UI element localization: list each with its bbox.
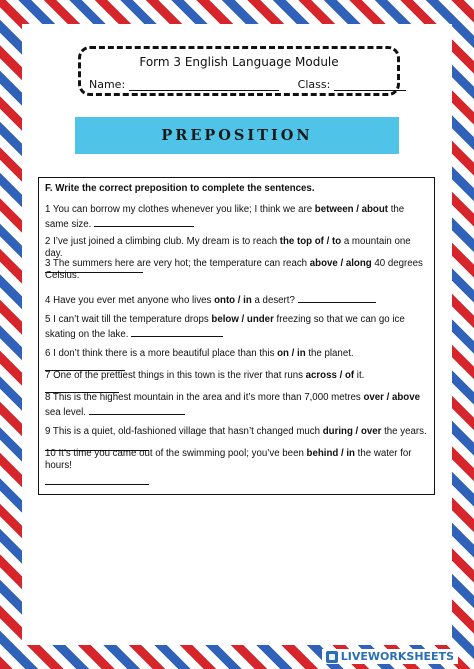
question-1: 1 You can borrow my clothes whenever you like; I think we are between / about the same size. bbox=[45, 204, 405, 230]
question-2: 2 I’ve just joined a climbing club. My dream is to reach the top of / to a mountain one day. bbox=[45, 236, 427, 277]
question-10: 10 It’s time you came out of the swimming pool; you’ve been behind / in the water for hours! bbox=[45, 448, 427, 489]
instruction: F. Write the correct preposition to complete the sentences. bbox=[45, 183, 315, 194]
liveworksheets-logo bbox=[322, 649, 458, 664]
banner-title: PREPOSITION bbox=[161, 127, 313, 144]
question-7: 7 One of the prettiest things in this town is the river that runs across / of it. bbox=[45, 370, 427, 397]
liveworksheets-icon bbox=[326, 651, 338, 663]
question-5: 5 I can’t wait till the temperature drops below / under freezing so that we can go ice skating on the lake. bbox=[45, 314, 405, 340]
question-3: 3 The summers here are very hot; the temperature can reach above / along 40 degrees Celsius. bbox=[45, 258, 423, 281]
name-field[interactable] bbox=[129, 78, 279, 91]
watermark-text: LIVEWORKSHEETS bbox=[340, 650, 454, 663]
answer-blank[interactable] bbox=[89, 404, 185, 415]
title-banner bbox=[75, 117, 399, 154]
answer-blank[interactable] bbox=[94, 216, 194, 227]
exercise-box bbox=[38, 177, 435, 495]
module-title: Form 3 English Language Module bbox=[139, 55, 339, 69]
question-9: 9 This is a quiet, old-fashioned village that hasn’t changed much during / over the years. bbox=[45, 426, 427, 455]
answer-blank[interactable] bbox=[45, 474, 149, 485]
name-class-row bbox=[89, 78, 406, 91]
question-4: 4 Have you ever met anyone who lives onto / in a desert? bbox=[45, 292, 427, 307]
name-label: Name: bbox=[89, 78, 126, 91]
class-field[interactable] bbox=[334, 78, 406, 91]
question-6: 6 I don’t think there is a more beautiful place than this on / in the planet. bbox=[45, 348, 427, 375]
header-box bbox=[78, 46, 400, 96]
class-label: Class: bbox=[297, 78, 331, 91]
answer-blank[interactable] bbox=[298, 292, 376, 303]
answer-blank[interactable] bbox=[131, 326, 223, 337]
question-8: 8 This is the highest mountain in the area and it’s more than 7,000 metres over / above sea level. bbox=[45, 392, 421, 418]
